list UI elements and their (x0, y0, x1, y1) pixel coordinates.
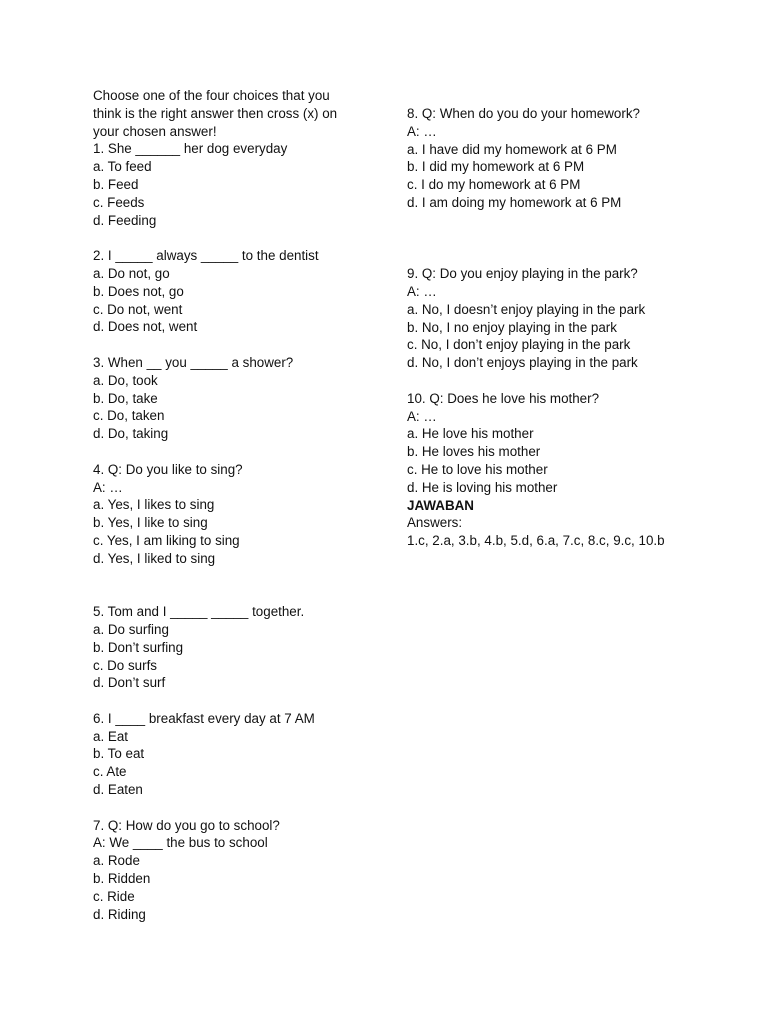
question-prompt: 3. When __ you _____ a shower? (93, 354, 294, 370)
option-b: b. Yes, I like to sing (93, 515, 208, 531)
option-a: a. I have did my homework at 6 PM (407, 141, 617, 157)
answer-key-label: Answers: (407, 515, 463, 531)
question-prompt: 7. Q: How do you go to school? (93, 817, 280, 833)
option-a: a. No, I doesn’t enjoy playing in the park (407, 301, 646, 317)
option-c: c. Ate (93, 764, 127, 780)
option-c: c. Yes, I am liking to sing (93, 532, 240, 548)
option-c: c. He to love his mother (407, 461, 548, 477)
question-2 (93, 247, 383, 336)
answer-key-values: 1.c, 2.a, 3.b, 4.b, 5.d, 6.a, 7.c, 8.c, 9.c, 10.b (407, 533, 665, 549)
answer-line: A: … (93, 479, 123, 495)
option-a: a. Rode (93, 853, 140, 869)
question-6 (93, 710, 383, 799)
answer-line: A: … (407, 283, 437, 299)
right-column (407, 105, 727, 550)
option-d: d. Feeding (93, 212, 157, 228)
question-3 (93, 354, 383, 443)
option-b: b. No, I no enjoy playing in the park (407, 319, 617, 335)
question-prompt: 6. I ____ breakfast every day at 7 AM (93, 710, 315, 726)
option-b: b. Feed (93, 176, 139, 192)
option-a: a. He love his mother (407, 426, 534, 442)
option-d: d. I am doing my homework at 6 PM (407, 194, 622, 210)
answer-key-heading: JAWABAN (407, 497, 474, 513)
option-a: a. Eat (93, 728, 128, 744)
question-prompt: 1. She ______ her dog everyday (93, 141, 288, 157)
answer-line: A: … (407, 123, 437, 139)
option-d: d. He is loving his mother (407, 479, 558, 495)
question-prompt: 4. Q: Do you like to sing? (93, 461, 243, 477)
option-c: c. Ride (93, 888, 135, 904)
option-d: d. Eaten (93, 782, 143, 798)
question-7 (93, 817, 383, 924)
option-a: a. Do, took (93, 372, 158, 388)
option-d: d. Yes, I liked to sing (93, 550, 216, 566)
option-d: d. Riding (93, 906, 146, 922)
option-c: c. Do not, went (93, 301, 183, 317)
option-d: d. Don’t surf (93, 675, 166, 691)
option-c: c. Feeds (93, 194, 145, 210)
option-b: b. I did my homework at 6 PM (407, 159, 585, 175)
question-prompt: 2. I _____ always _____ to the dentist (93, 248, 319, 264)
option-c: c. I do my homework at 6 PM (407, 177, 581, 193)
option-b: b. Ridden (93, 871, 151, 887)
option-c: c. No, I don’t enjoy playing in the park (407, 337, 631, 353)
question-prompt: 9. Q: Do you enjoy playing in the park? (407, 266, 638, 282)
option-b: b. To eat (93, 746, 145, 762)
option-c: c. Do, taken (93, 408, 165, 424)
option-d: d. Do, taking (93, 426, 169, 442)
option-b: b. Does not, go (93, 283, 184, 299)
question-prompt: 5. Tom and I _____ _____ together. (93, 604, 305, 620)
option-a: a. Do not, go (93, 265, 170, 281)
question-4 (93, 461, 383, 568)
question-8 (407, 105, 727, 212)
question-1 (93, 140, 383, 229)
answer-line: A: … (407, 408, 437, 424)
instructions-text: Choose one of the four choices that you think is the right answer then cross (x) on your chosen answer! (93, 88, 338, 139)
option-b: b. Don’t surfing (93, 639, 184, 655)
option-a: a. Yes, I likes to sing (93, 497, 215, 513)
answer-line: A: We ____ the bus to school (93, 835, 268, 851)
option-a: a. Do surfing (93, 621, 169, 637)
question-prompt: 8. Q: When do you do your homework? (407, 106, 640, 121)
question-9 (407, 265, 727, 372)
option-d: d. Does not, went (93, 319, 198, 335)
question-5 (93, 603, 383, 692)
left-column (93, 87, 383, 923)
option-d: d. No, I don’t enjoys playing in the park (407, 355, 638, 371)
answer-key (407, 497, 727, 550)
option-a: a. To feed (93, 159, 152, 175)
option-b: b. He loves his mother (407, 444, 541, 460)
question-10 (407, 390, 727, 497)
option-b: b. Do, take (93, 390, 158, 406)
question-prompt: 10. Q: Does he love his mother? (407, 390, 600, 406)
option-c: c. Do surfs (93, 657, 157, 673)
